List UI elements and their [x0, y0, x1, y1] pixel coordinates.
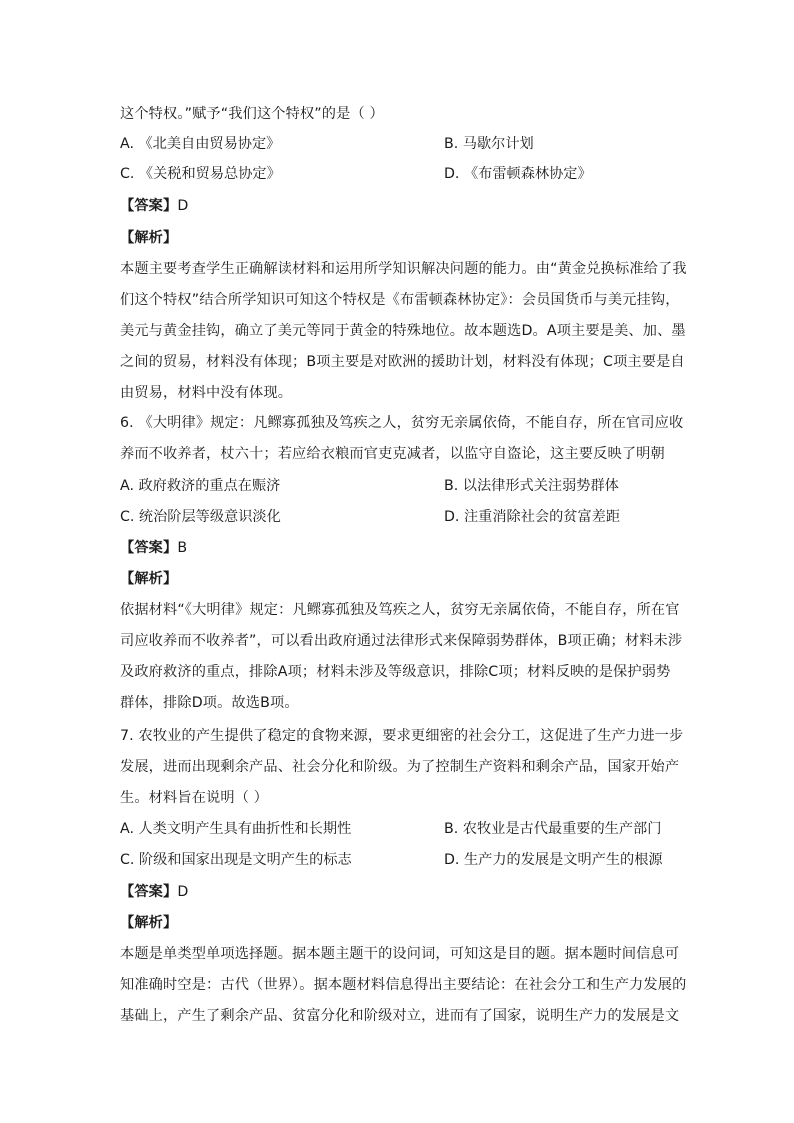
q6-answer — [120, 538, 680, 558]
q7-stem-line: 生。材料旨在说明（ ） — [120, 790, 269, 806]
q6-answer-value: B — [177, 540, 188, 556]
q7-analysis-line: 基础上，产生了剩余产品、贫富分化和阶级对立，进而有了国家，说明生产力的发展是文 — [120, 1008, 680, 1024]
q5-option-c: C. 《关税和贸易总协定》 — [120, 166, 281, 182]
q6-stem-line: 养而不收养者，杖六十；若应给衣粮而官吏克减者，以监守自盗论，这主要反映了明朝 — [120, 446, 665, 462]
q7-answer-value: D — [177, 884, 189, 900]
q5-analysis-line: 们这个特权”结合所学知识可知这个特权是《布雷顿森林协定》：会员国货币与美元挂钩， — [120, 292, 680, 308]
q7-analysis-line: 本题是单类型单项选择题。据本题主题干的设问词，可知这是目的题。据本题时间信息可 — [120, 946, 680, 962]
q7-stem-line: 发展，进而出现剩余产品、社会分化和阶级。为了控制生产资料和剩余产品，国家开始产 — [120, 759, 680, 775]
q6-analysis-line: 依据材料“《大明律》规定：凡鳏寡孤独及笃疾之人，贫穷无亲属依倚，不能自存，所在官 — [120, 602, 680, 618]
q5-analysis-label-text: 【解析】 — [120, 230, 178, 246]
q6-answer-label: 【答案】 — [120, 540, 178, 556]
q5-analysis-label — [120, 228, 680, 248]
q5-option-d: D. 《布雷顿森林协定》 — [444, 166, 592, 182]
q6-option-d: D. 注重消除社会的贫富差距 — [444, 509, 621, 525]
q5-analysis-line: 本题主要考查学生正确解读材料和运用所学知识解决问题的能力。由“黄金兑换标准给了我 — [120, 261, 687, 277]
q7-answer — [120, 882, 680, 902]
q6-analysis-line: 群体，排除D项。故选B项。 — [120, 695, 299, 711]
q5-answer-label: 【答案】 — [120, 198, 178, 214]
q5-analysis-line: 之间的贸易，材料没有体现；B项主要是对欧洲的援助计划，材料没有体现；C项主要是自 — [120, 354, 685, 370]
q6-option-a: A. 政府救济的重点在赈济 — [120, 478, 281, 494]
q6-analysis-label-text: 【解析】 — [120, 571, 178, 587]
q7-option-b: B. 农牧业是古代最重要的生产部门 — [444, 821, 662, 837]
q6-analysis-line: 司应收养而不收养者”，可以看出政府通过法律形式来保障弱势群体，B项正确；材料未涉 — [120, 633, 683, 649]
q7-analysis-line: 知准确时空是：古代（世界）。据本题材料信息得出主要结论：在社会分工和生产力发展的 — [120, 977, 687, 993]
q6-option-b: B. 以法律形式关注弱势群体 — [444, 478, 619, 494]
q6-option-c: C. 统治阶层等级意识淡化 — [120, 509, 281, 525]
q7-option-d: D. 生产力的发展是文明产生的根源 — [444, 852, 663, 868]
q7-option-a: A. 人类文明产生具有曲折性和长期性 — [120, 821, 352, 837]
q6-analysis-label — [120, 569, 680, 589]
q6-analysis-line: 及政府救济的重点，排除A项；材料未涉及等级意识，排除C项；材料反映的是保护弱势 — [120, 664, 671, 680]
q5-stem-tail: 这个特权。”赋予“我们这个特权”的是（ ） — [120, 106, 384, 122]
q5-analysis-line: 美元与黄金挂钩，确立了美元等同于黄金的特殊地位。故本题选D。A项主要是美、加、墨 — [120, 323, 686, 339]
q6-stem-line: 6. 《大明律》规定：凡鳏寡孤独及笃疾之人，贫穷无亲属依倚，不能自存，所在官司应收 — [120, 415, 684, 431]
q5-analysis-line: 由贸易，材料中没有体现。 — [120, 385, 293, 401]
q5-answer — [120, 196, 680, 216]
q5-option-a: A. 《北美自由贸易协定》 — [120, 136, 281, 152]
q7-answer-label: 【答案】 — [120, 884, 178, 900]
q7-option-c: C. 阶级和国家出现是文明产生的标志 — [120, 852, 352, 868]
q7-analysis-label-text: 【解析】 — [120, 915, 178, 931]
q5-answer-value: D — [177, 198, 189, 214]
q5-option-b: B. 马歇尔计划 — [444, 136, 534, 152]
q7-stem-line: 7. 农牧业的产生提供了稳定的食物来源，要求更细密的社会分工，这促进了生产力进一步 — [120, 728, 684, 744]
q7-analysis-label — [120, 913, 680, 933]
